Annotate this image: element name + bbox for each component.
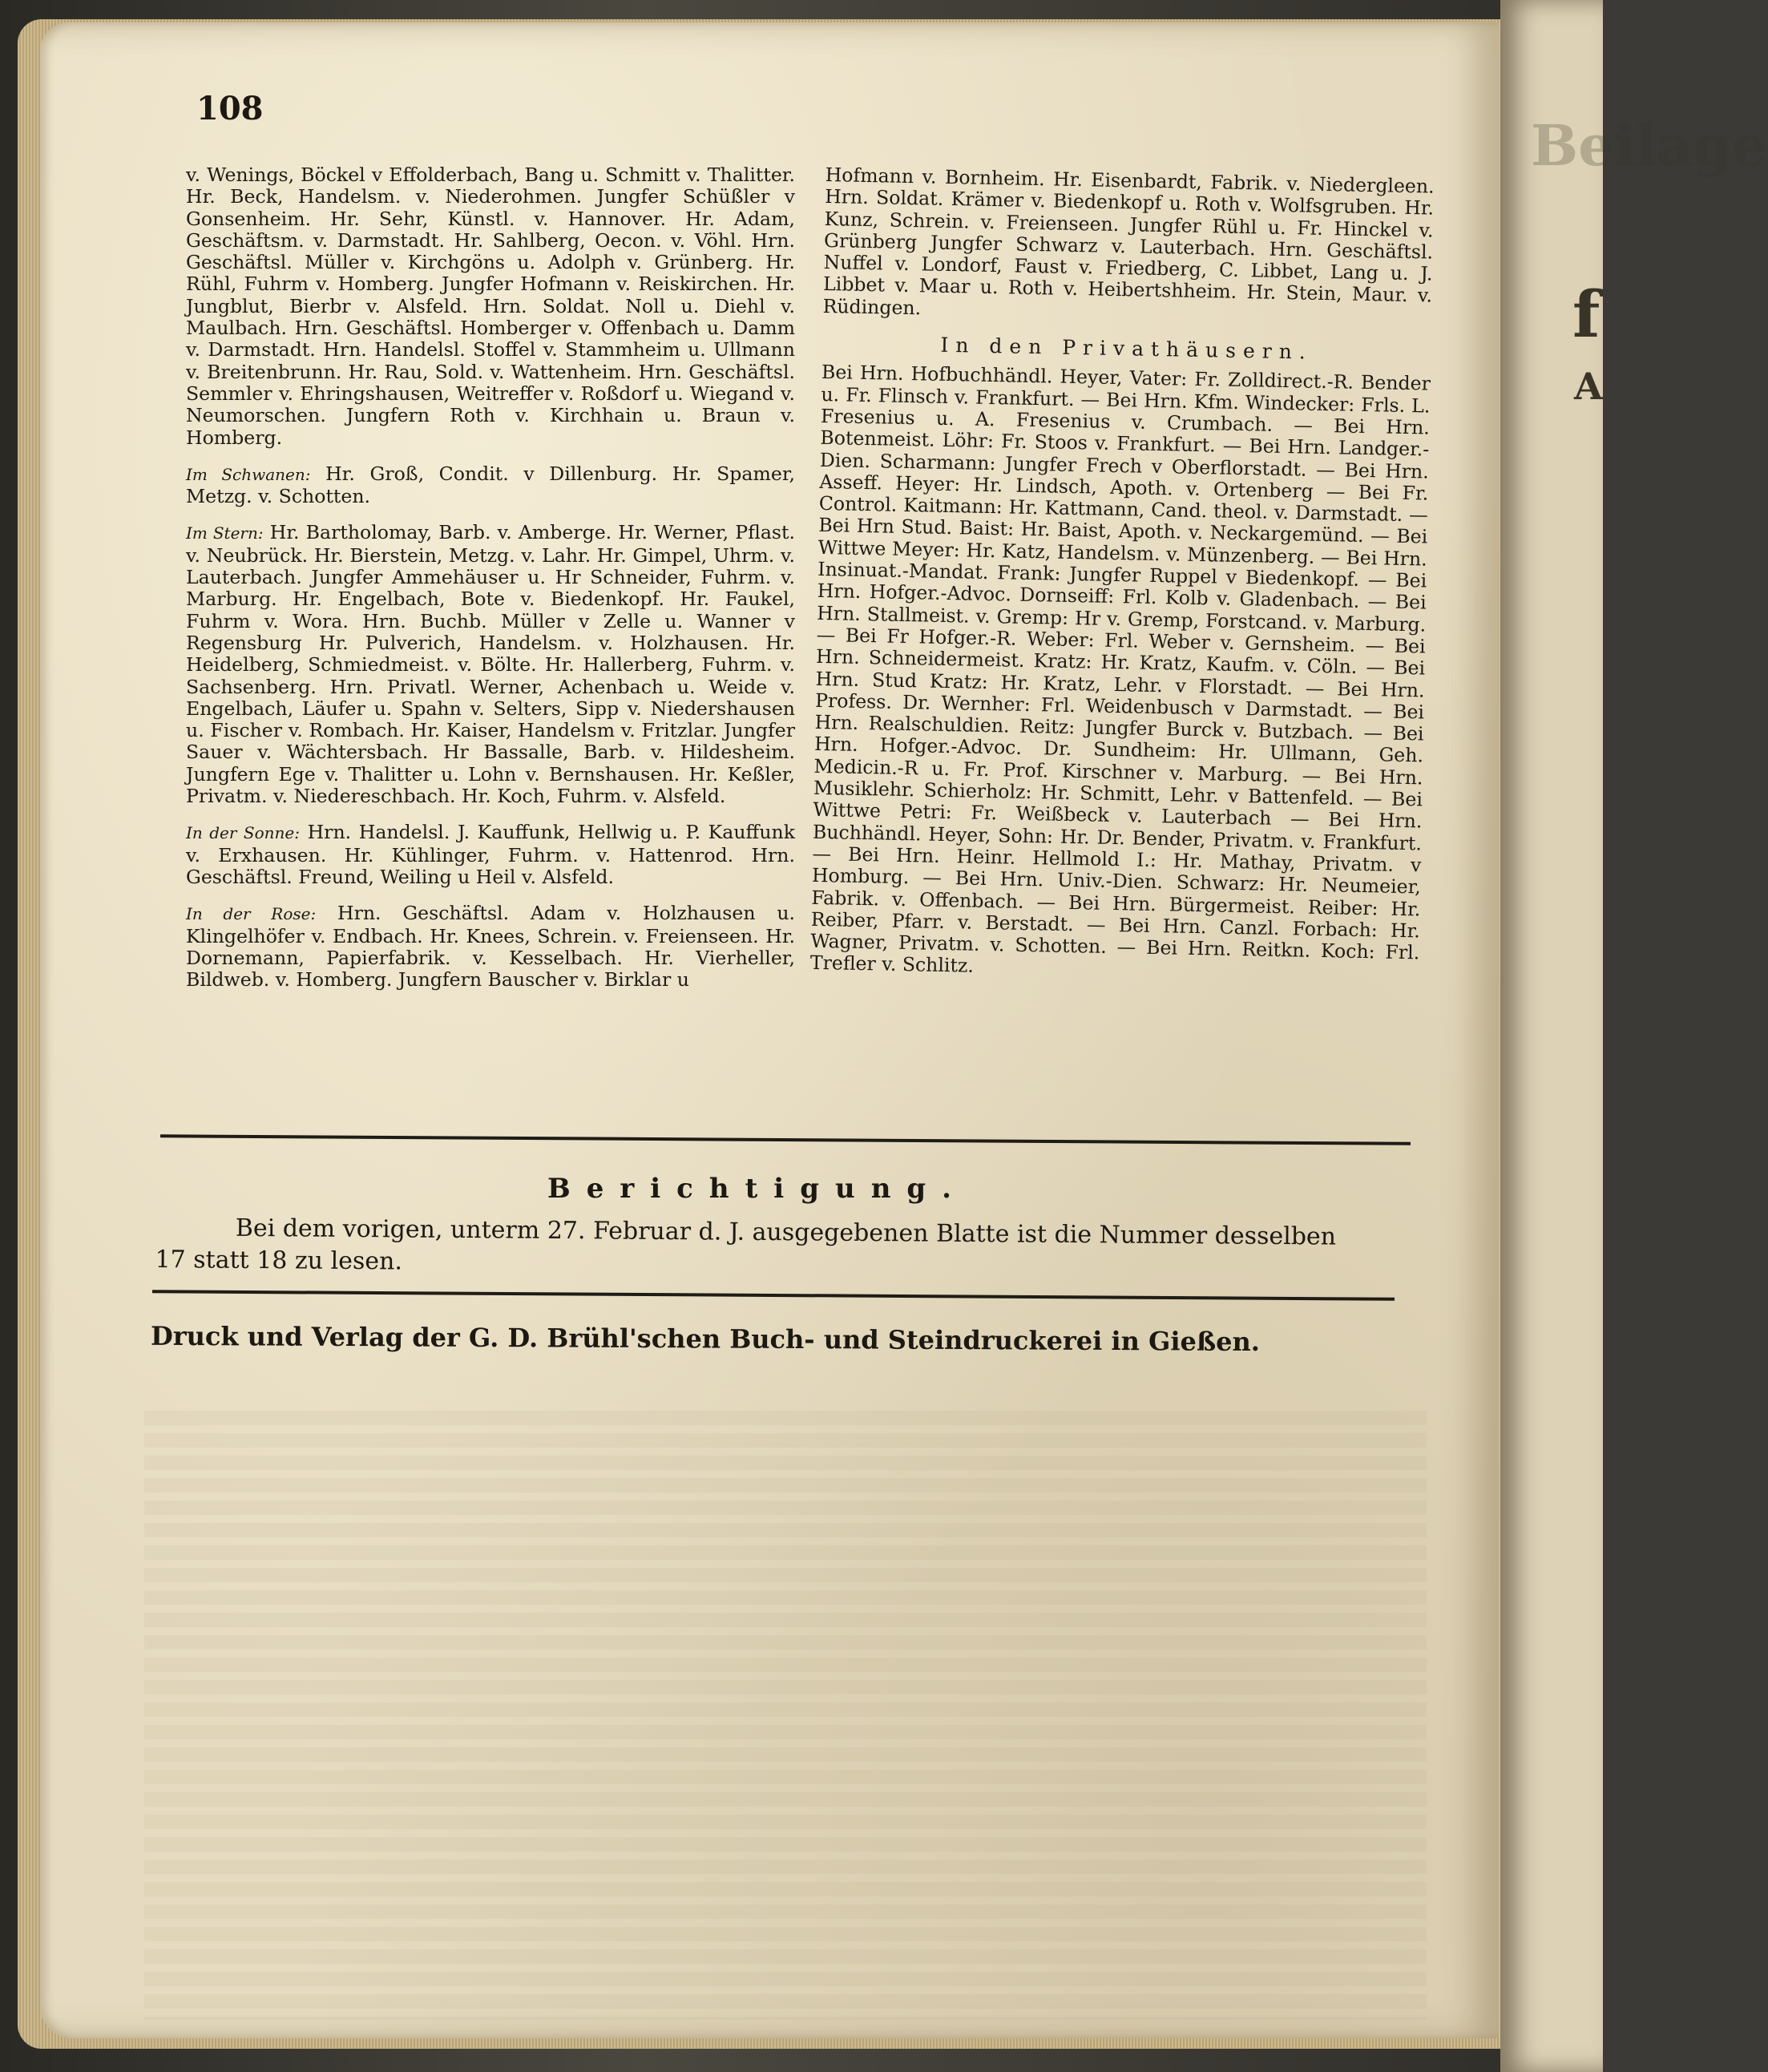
- correction-title: Berichtigung.: [547, 1173, 968, 1205]
- right-intro-paragraph: Hofmann v. Bornheim. Hr. Eisenbardt, Fabrik. v. Niedergleen. Hrn. Soldat. Krämer v. Biedenkopf u. Roth v. Wolfsgruben. Hr. Kunz, Schrein. v. Freienseen. Jungfer Rühl u. Fr. Hinckel v. Grünberg Jungfer Schwarz v. Lauterbach. Hrn. Geschäftsl. Nuffel v. Londorf, Faust v. Friedberg, C. Libbet, Lang u. J. Libbet v. Maar u. Roth v. Heibertshheim. Hr. Stein, Maur. v. Rüdingen.: [822, 164, 1435, 320]
- paragraph-text: Hrn. Handelsl. J. Kauffunk, Hellwig u. P. Kauffunk v. Erxhausen. Hr. Kühlinger, Fuhrm. v. Hattenrod. Hrn. Geschäftsl. Freund, Weiling u Heil v. Alsfeld.: [186, 821, 796, 888]
- paragraph-text: Hr. Bartholomay, Barb. v. Amberge. Hr. Werner, Pflast. v. Neubrück. Hr. Bierstein, Metzg. v. Lahr. Hr. Gimpel, Uhrm. v. Lauterbach. Jungfer Ammehäuser u. Hr Schneider, Fuhrm. v. Marburg. Hr. Engelbach, Bote v. Biedenkopf. Hr. Faukel, Fuhrm v. Wora. Hrn. Buchb. Müller v Zelle u. Wanner v Regensburg Hr. Pulverich, Handelsm. v. Holzhausen. Hr. Heidelberg, Schmiedmeist. v. Bölte. Hr. Hallerberg, Fuhrm. v. Sachsenberg. Hrn. Privatl. Werner, Achenbach u. Weide v. Engelbach, Läufer u. Spahn v. Selters, Sipp v. Niedershausen u. Fischer v. Rombach. Hr. Kaiser, Handelsm v. Fritzlar. Jungfer Sauer v. Wächtersbach. Hr Bassalle, Barb. v. Hildesheim. Jungfern Ege v. Thalitter u. Lohn v. Bernshausen. Hr. Keßler, Privatm. v. Niedereschbach. Hr. Koch, Fuhrm. v. Alsfeld.: [186, 521, 795, 808]
- private-houses-paragraph: Bei Hrn. Hofbuchhändl. Heyer, Vater: Fr. Zolldirect.-R. Bender u. Fr. Flinsch v. Frankfurt. — Bei Hrn. Kfm. Windecker: Frls. L. Fresenius u. A. Fresenius v. Crumbach. — Bei Hrn. Botenmeist. Löhr: Fr. Stoos v. Frankfurt. — Bei Hrn. Landger.-Dien. Scharmann: Jungfer Frech v Oberflorstadt. — Bei Hrn. Asseff. Heyer: Hr. Lindsch, Apoth. v. Ortenberg — Bei Fr. Control. Kaitmann: Hr. Kattmann, Cand. theol. v. Darmstadt. — Bei Hrn Stud. Baist: Hr. Baist, Apoth. v. Neckargemünd. — Bei Wittwe Meyer: Hr. Katz, Handelsm. v. Münzenberg. — Bei Hrn. Insinuat.-Mandat. Frank: Jungfer Ruppel v Biedenkopf. — Bei Hrn. Hofger.-Advoc. Dornseiff: Frl. Kolb v. Gladenbach. — Bei Hrn. Stallmeist. v. Gremp: Hr v. Gremp, Forstcand. v. Marburg. — Bei Fr Hofger.-R. Weber: Frl. Weber v. Gernsheim. — Bei Hrn. Schneidermeist. Kratz: Hr. Kratz, Kaufm. v. Cöln. — Bei Hrn. Stud Kratz: Hr. Kratz, Lehr. v Florstadt. — Bei Hrn. Profess. Dr. Wernher: Frl. Weidenbusch v Darmstadt. — Bei Hrn. Realschuldien. Reitz: Jungfer Burck v. Butzbach. — Bei Hrn. Hofger.-Advoc. Dr. Sundheim: Hr. Ullmann, Geh. Medicin.-R u. Fr. Prof. Kirschner v. Marburg. — Bei Hrn. Musiklehr. Schierholz: Hr. Schmitt, Lehr. v Battenfeld. — Bei Wittwe Petri: Fr. Weißbeck v. Lauterbach — Bei Hrn. Buchhändl. Heyer, Sohn: Hr. Dr. Bender, Privatm. v. Frankfurt. — Bei Hrn. Heinr. Hellmold I.: Hr. Mathay, Privatm. v Homburg. — Bei Hrn. Univ.-Dien. Schwarz: Hr. Neumeier, Fabrik. v. Offenbach. — Bei Hrn. Bürgermeist. Reiber: Hr. Reiber, Pfarr. v. Berstadt. — Bei Hrn. Canzl. Forbach: Hr. Wagner, Privatm. v. Schotten. — Bei Hrn. Reitkn. Koch: Frl. Trefler v. Schlitz.: [809, 361, 1431, 978]
- right-column: [810, 164, 1435, 986]
- paragraph-text: Hrn. Geschäftsl. Adam v. Holzhausen u. Klingelhöfer v. Endbach. Hr. Knees, Schrein. v. Freienseen. Hr. Dornemann, Papierfabrik. v. Kesselbach. Hr. Vierheller, Bildweb. v. Homberg. Jungfern Bauscher v. Birklar u: [186, 902, 796, 992]
- section-label: Im Schwanen:: [186, 464, 311, 484]
- left-intro-paragraph: v. Wenings, Böckel v Effolderbach, Bang u. Schmitt v. Thalitter. Hr. Beck, Handelsm. v. Niederohmen. Jungfer Schüßler v Gonsenheim. Hr. Sehr, Künstl. v. Hannover. Hr. Adam, Geschäftsm. v. Darmstadt. Hr. Sahlberg, Oecon. v. Vöhl. Hrn. Geschäftsl. Müller v. Kirchgöns u. Adolph v. Grünberg. Hr. Rühl, Fuhrm v. Homberg. Jungfer Hofmann v. Reiskirchen. Hr. Jungblut, Bierbr v. Alsfeld. Hrn. Soldat. Noll u. Diehl v. Maulbach. Hrn. Geschäftsl. Homberger v. Offenbach u. Damm v. Darmstadt. Hrn. Handelsl. Stoffel v. Stammheim u. Ullmann v. Breitenbrunn. Hr. Rau, Sold. v. Wattenheim. Hrn. Geschäftsl. Semmler v. Ehringshausen, Weitreffer v. Roßdorf u. Wiegand v. Neumorschen. Jungfern Roth v. Kirchhain u. Braun v. Homberg.: [186, 164, 795, 449]
- next-page-fragment: A: [1574, 365, 1603, 408]
- next-page-fragment: f: [1572, 277, 1600, 352]
- sonne-paragraph: [186, 822, 795, 888]
- correction-line: 17 statt 18 zu lesen.: [155, 1245, 403, 1276]
- next-page-fragment: Beilage: [1531, 112, 1768, 179]
- schwanen-paragraph: [186, 463, 795, 508]
- section-label: Im Stern:: [186, 523, 264, 543]
- show-through-bleed: [144, 1411, 1427, 2020]
- stern-paragraph: [186, 522, 795, 807]
- correction-line: Bei dem vorigen, unterm 27. Februar d. J. ausgegebenen Blatte ist die Nummer desselben: [235, 1214, 1337, 1251]
- section-heading: In den Privathäusern.: [940, 333, 1314, 364]
- left-column: [186, 164, 795, 991]
- page-number: 108: [196, 90, 264, 127]
- correction-body: [155, 1212, 1398, 1286]
- paragraph-text: Hr. Groß, Condit. v Dillenburg. Hr. Spamer, Metzg. v. Schotten.: [186, 462, 795, 508]
- section-label: In der Rose:: [186, 904, 317, 924]
- rose-paragraph: [186, 903, 795, 991]
- imprint: Druck und Verlag der G. D. Brühl'schen Buch- und Steindruckerei in Gießen.: [150, 1320, 1261, 1357]
- section-label: In der Sonne:: [186, 823, 300, 843]
- adjacent-page: [1500, 0, 1768, 2072]
